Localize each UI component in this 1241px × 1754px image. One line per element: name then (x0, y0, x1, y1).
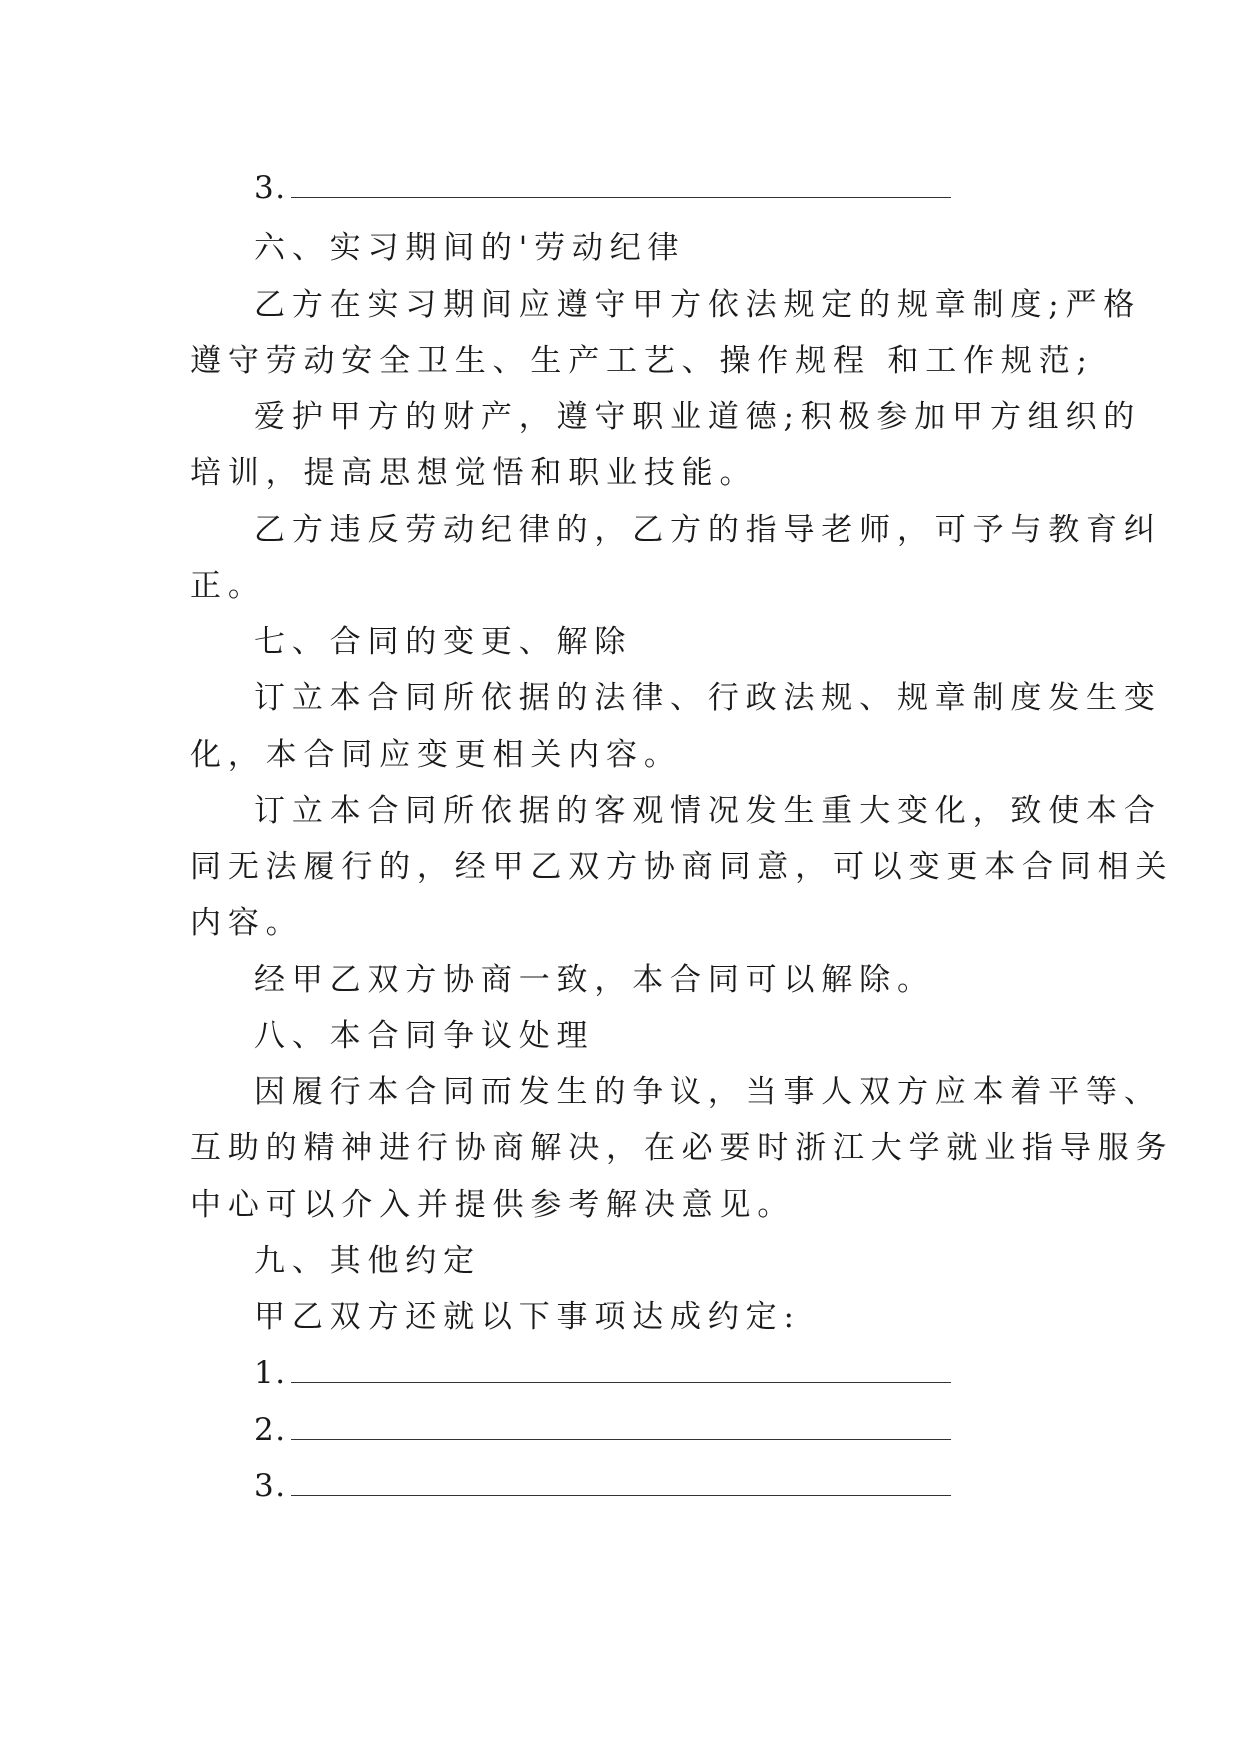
paragraph-line: 内容。 (190, 905, 304, 941)
fill-in-blank[interactable] (291, 169, 951, 198)
fill-in-blank[interactable] (291, 1411, 951, 1440)
paragraph-line: 正。 (190, 568, 266, 604)
item-number: 2. (254, 1412, 287, 1448)
paragraph-line: 因履行本合同而发生的争议，当事人双方应本着平等、 (254, 1074, 1162, 1110)
paragraph-line: 订立本合同所依据的法律、行政法规、规章制度发生变 (254, 680, 1162, 716)
paragraph-line: 订立本合同所依据的客观情况发生重大变化，致使本合 (254, 793, 1162, 829)
blank-item-2 (0, 1410, 1241, 1450)
paragraph-line: 中心可以介入并提供参考解决意见。 (190, 1187, 796, 1223)
paragraph-line: 化，本合同应变更相关内容。 (190, 737, 682, 773)
paragraph-line: 乙方在实习期间应遵守甲方依法规定的规章制度;严格 (254, 287, 1142, 323)
blank-item-3-top (0, 168, 1241, 208)
paragraph-line: 爱护甲方的财产，遵守职业道德;积极参加甲方组织的 (254, 399, 1142, 435)
section-heading-8: 八、本合同争议处理 (254, 1018, 595, 1054)
paragraph-line: 甲乙双方还就以下事项达成约定: (254, 1299, 801, 1335)
paragraph-line: 遵守劳动安全卫生、生产工艺、操作规程 和工作规范; (190, 343, 1094, 379)
section-heading-9: 九、其他约定 (254, 1243, 481, 1279)
paragraph-line: 经甲乙双方协商一致，本合同可以解除。 (254, 962, 935, 998)
item-number: 1. (254, 1355, 287, 1391)
paragraph-line: 乙方违反劳动纪律的，乙方的指导老师，可予与教育纠 (254, 512, 1162, 548)
item-number: 3. (254, 1468, 287, 1504)
section-heading-6: 六、实习期间的'劳动纪律 (254, 230, 686, 266)
blank-item-3 (0, 1466, 1241, 1506)
fill-in-blank[interactable] (291, 1354, 951, 1383)
blank-item-1 (0, 1353, 1241, 1393)
section-heading-7: 七、合同的变更、解除 (254, 624, 633, 660)
item-number: 3. (254, 170, 287, 206)
paragraph-line: 同无法履行的，经甲乙双方协商同意，可以变更本合同相关 (190, 849, 1174, 885)
paragraph-line: 培训，提高思想觉悟和职业技能。 (190, 455, 758, 491)
fill-in-blank[interactable] (291, 1467, 951, 1496)
paragraph-line: 互助的精神进行协商解决，在必要时浙江大学就业指导服务 (190, 1130, 1174, 1166)
